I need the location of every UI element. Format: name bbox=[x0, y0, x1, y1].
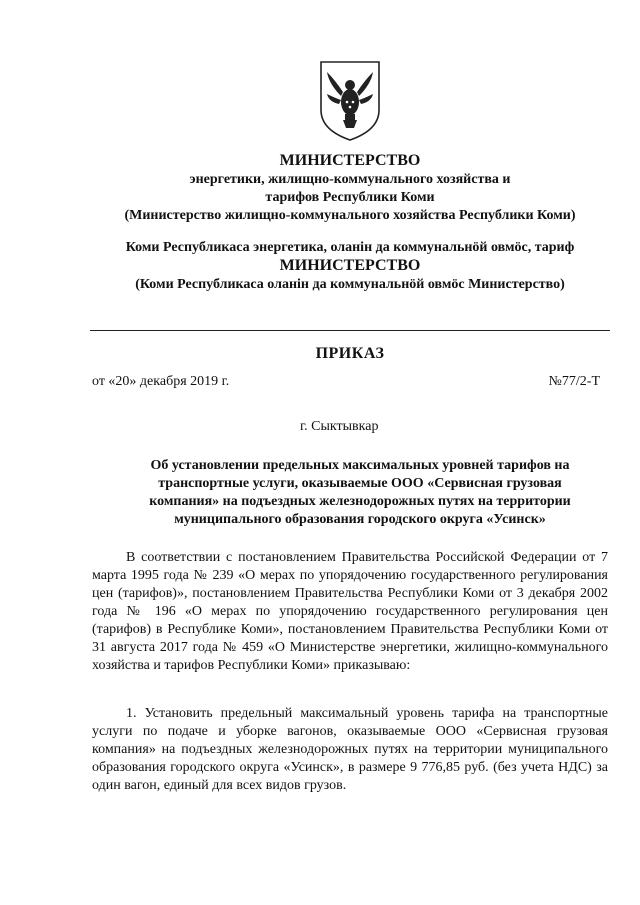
subject-line: транспортные услуги, оказываемые ООО «Сервисная грузовая bbox=[158, 476, 562, 491]
komi-title-line2: МИНИСТЕРСТВО bbox=[279, 257, 421, 274]
order-date: от «20» декабря 2019 г. bbox=[92, 374, 230, 389]
komi-title-line1: Коми Республикаса энергетика, оланін да коммунальнӧй овмӧс, тариф bbox=[125, 240, 575, 255]
ministry-subtitle-line3: тарифов Республики Коми bbox=[265, 190, 435, 205]
order-number: №77/2-Т bbox=[548, 374, 600, 389]
order-dateline bbox=[92, 374, 610, 390]
paragraph-text: 1. Установить предельный максимальный уровень тарифа на транспортные услуги по подаче и уборке вагонов, оказываемые ООО «Сервисная грузовая компания» на подъездных железнодорожных путях на территории муниципального образования городского округа «Усинск», в размере 9 776,85 руб. (без учета НДС) за один вагон, единый для всех видов грузов. bbox=[92, 706, 608, 793]
order-title: ПРИКАЗ bbox=[315, 345, 385, 362]
header-divider bbox=[90, 330, 610, 331]
body-paragraph-preamble bbox=[92, 549, 608, 675]
komi-title-line3: (Коми Республикаса оланін да коммунальнӧй овмӧс Министерство) bbox=[135, 277, 565, 292]
body-paragraph-item-1 bbox=[92, 705, 608, 795]
subject-line: муниципального образования городского округа «Усинск» bbox=[174, 512, 546, 527]
ministry-title: МИНИСТЕРСТВО bbox=[279, 152, 421, 169]
order-city: г. Сыктывкар bbox=[300, 419, 379, 434]
ministry-short-name: (Министерство жилищно-коммунального хозяйства Республики Коми) bbox=[124, 208, 576, 223]
subject-line: Об установлении предельных максимальных уровней тарифов на bbox=[150, 458, 570, 473]
paragraph-text: В соответствии с постановлением Правительства Российской Федерации от 7 марта 1995 года № 239 «О мерах по упорядочению государственного регулирования цен (тарифов)», постановлением Правительства Республики Коми от 3 декабря 2002 года № 196 «О мерах по упорядочению государственного регулирования цен (тарифов) в Республике Коми», постановлением Правительства Республики Коми от 31 августа 2017 года № 459 «О Министерстве энергетики, жилищно-коммунального хозяйства и тарифов Республики Коми» приказываю: bbox=[92, 550, 608, 673]
coat-of-arms-emblem bbox=[317, 58, 383, 144]
subject-line: компания» на подъездных железнодорожных путях на территории bbox=[149, 494, 571, 509]
ministry-subtitle-line2: энергетики, жилищно-коммунального хозяйства и bbox=[189, 172, 511, 187]
order-subject bbox=[125, 457, 595, 529]
